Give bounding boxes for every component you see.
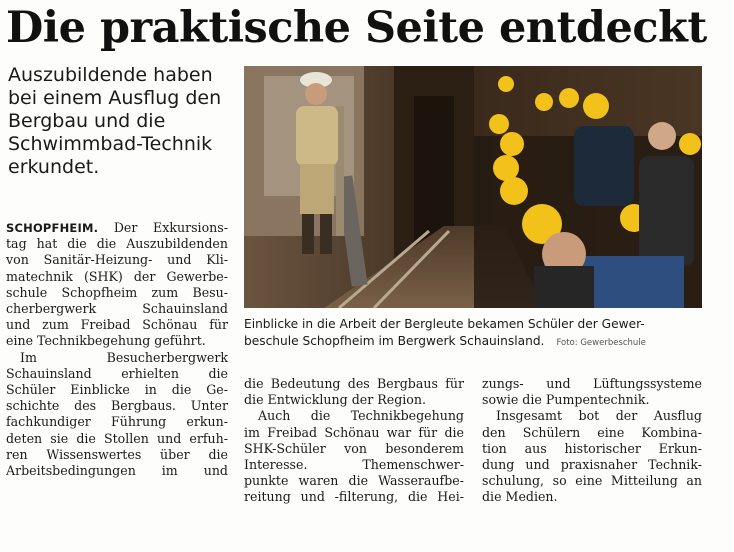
- dateline: SCHOPFHEIM.: [6, 221, 99, 235]
- body-line: im Freibad Schönau war für die: [244, 424, 464, 440]
- body-line-text: Der Exkursions-: [98, 220, 228, 235]
- body-line: fachkundiger Führung erkun-: [6, 414, 228, 430]
- body-line: Insgesamt bot der Ausflug: [496, 408, 702, 424]
- body-line: von Sanitär-Heizung- und Kli-: [6, 252, 228, 268]
- body-line: sowie die Pumpentechnik.: [482, 392, 650, 408]
- mine-photo-illustration: [244, 66, 702, 308]
- body-line: und zum Freibad Schönau für: [6, 317, 228, 333]
- caption-line: Einblicke in die Arbeit der Bergleute bekamen Schüler der Gewer-: [244, 317, 645, 331]
- body-line: ren Wissenswertes über die: [6, 446, 228, 462]
- body-line: Auch die Technikbegehung: [258, 408, 464, 424]
- body-line: Schauinsland erhielten die: [6, 365, 228, 381]
- article-column-1: [6, 220, 228, 479]
- body-line: den Schülern eine Kombina-: [482, 424, 702, 440]
- headline: Die praktische Seite entdeckt: [6, 3, 707, 53]
- body-line: Im Besucherbergwerk: [20, 349, 228, 365]
- body-line: [6, 220, 228, 236]
- body-line: eine Technikbegehung geführt.: [6, 333, 206, 349]
- body-line: tag hat die die Auszubildenden: [6, 236, 228, 252]
- subhead-line: erkundet.: [8, 156, 100, 178]
- body-line: schichte des Bergbaus. Unter: [6, 398, 228, 414]
- subheadline: [8, 64, 233, 179]
- body-line: dung und praxisnaher Technik-: [482, 457, 702, 473]
- body-line: zungs- und Lüftungssysteme: [482, 376, 702, 391]
- caption-line: [244, 333, 706, 352]
- body-line: die Bedeutung des Bergbaus für: [244, 376, 464, 391]
- body-line: cherbergwerk Schauinsland: [6, 301, 228, 317]
- body-line: schulung, so eine Mitteilung an: [482, 473, 702, 489]
- body-line: die Entwicklung der Region.: [244, 392, 426, 408]
- body-line: schule Schopfheim zum Besu-: [6, 284, 228, 300]
- subhead-line: Schwimmbad-Technik: [8, 133, 213, 155]
- body-line: reitung und -filterung, die Hei-: [244, 489, 464, 505]
- article-column-2: [244, 376, 464, 506]
- body-line: Interesse. Themenschwer-: [244, 457, 464, 473]
- body-line: Arbeitsbedingungen im und: [6, 463, 228, 479]
- body-line: tion aus historischer Erkun-: [482, 440, 702, 456]
- subhead-line: Auszubildende haben: [8, 64, 213, 86]
- body-line: matechnik (SHK) der Gewerbe-: [6, 268, 228, 284]
- body-line: Schüler Einblicke in die Ge-: [6, 382, 228, 398]
- mine-photo: [244, 66, 702, 308]
- subhead-line: bei einem Ausflug den: [8, 87, 222, 109]
- body-line: punkte waren die Wasseraufbe-: [244, 473, 464, 489]
- body-line: die Medien.: [482, 489, 558, 505]
- article-column-3: [482, 376, 702, 506]
- photo-credit: Foto: Gewerbeschule: [556, 338, 646, 348]
- photo-caption: [244, 316, 706, 352]
- body-line: SHK-Schüler von besonderem: [244, 440, 464, 456]
- caption-line-2: beschule Schopfheim im Bergwerk Schauinsland.: [244, 334, 545, 348]
- body-line: deten sie die Stollen und erfuh-: [6, 430, 228, 446]
- subhead-line: Bergbau und die: [8, 110, 166, 132]
